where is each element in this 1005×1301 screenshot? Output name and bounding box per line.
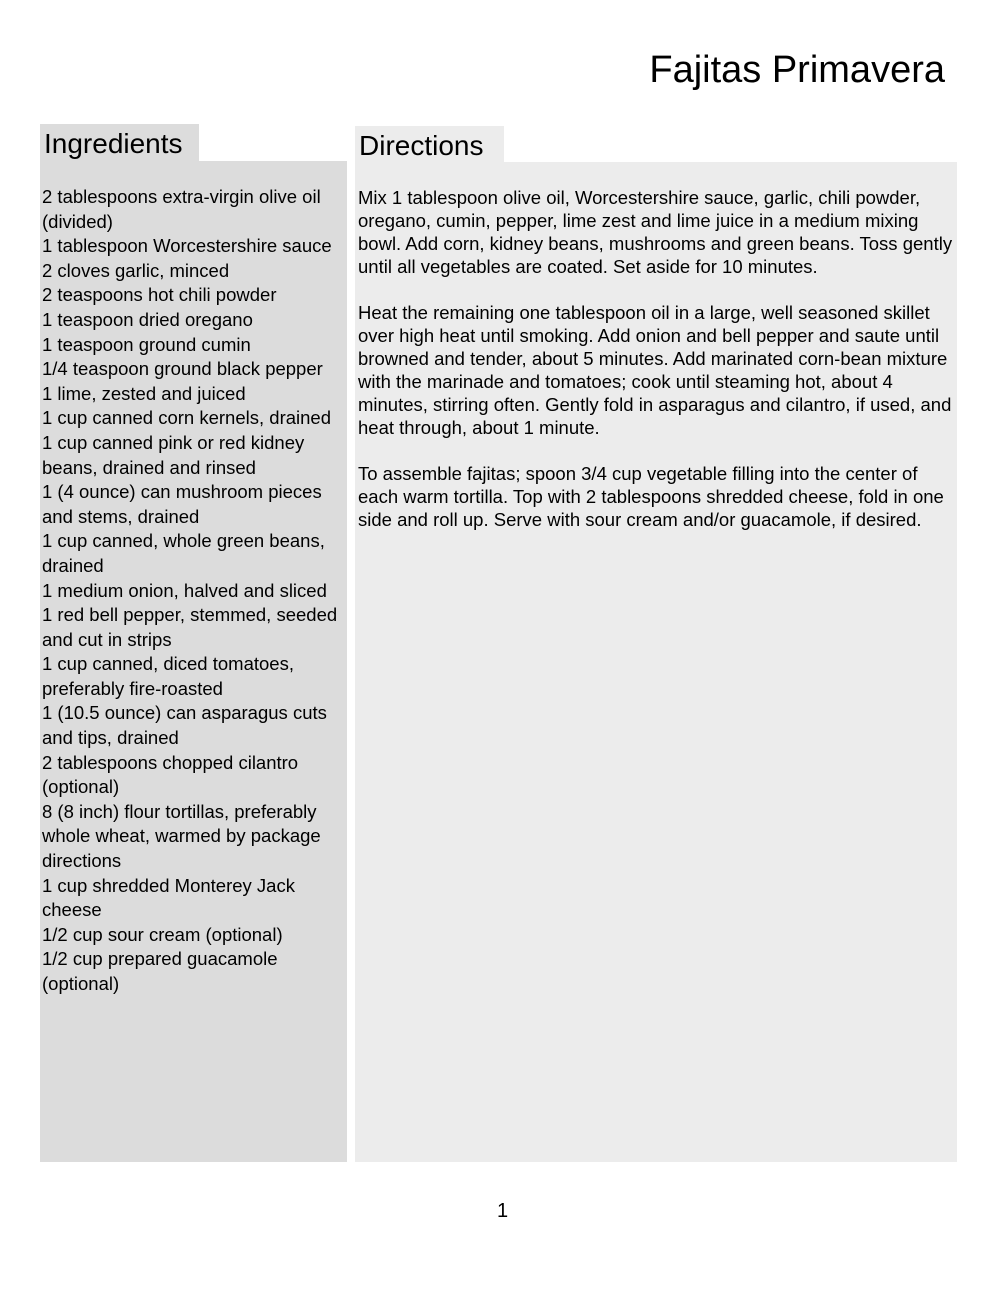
ingredient-item: 2 tablespoons chopped cilantro (optional) [42,751,299,798]
ingredient-item: 1 medium onion, halved and sliced [42,579,327,601]
ingredient-item: 1 (4 ounce) can mushroom pieces and stems, drained [42,481,322,527]
direction-paragraph: Heat the remaining one tablespoon oil in a large, well seasoned skillet over high heat until smoking. Add onion and bell pepper and saute until browned and tender, about 5 minutes. Add marinated corn-bean mixture with the marinade and tomatoes; cook until steaming hot, about 4 minutes, stirring often. Gently fold in asparagus and cilantro, if used, and heat through, about 1 minute. [358,302,952,438]
ingredient-item: 1 teaspoon ground cumin [42,333,251,355]
ingredient-item: 1 red bell pepper, stemmed, seeded and cut in strips [42,604,338,650]
ingredients-heading: Ingredients [40,124,199,161]
ingredient-item: 1 cup canned pink or red kidney beans, drained and rinsed [42,431,305,478]
ingredient-item: 1 lime, zested and juiced [42,382,246,404]
directions-body [358,186,955,554]
ingredient-item: 1 teaspoon dried oregano [42,308,253,330]
ingredients-list [42,185,345,997]
ingredient-item: 1 (10.5 ounce) can asparagus cuts and tips, drained [42,702,327,749]
direction-paragraph: Mix 1 tablespoon olive oil, Worcestershire sauce, garlic, chili powder, oregano, cumin, pepper, lime zest and lime juice in a medium mixing bowl. Add corn, kidney beans, mushrooms and green beans. Toss gently until all vegetables are coated. Set aside for 10 minutes. [358,187,953,277]
ingredient-item: 1 cup canned, diced tomatoes, preferably fire-roasted [42,653,294,699]
recipe-title: Fajitas Primavera [649,49,945,91]
ingredient-item: 2 teaspoons hot chili powder [42,284,277,306]
ingredient-item: 8 (8 inch) flour tortillas, preferably whole wheat, warmed by package directions [42,800,321,872]
ingredient-item: 2 tablespoons extra-virgin olive oil (divided) [42,186,321,232]
directions-heading: Directions [355,126,504,162]
ingredient-item: 2 cloves garlic, minced [42,259,230,281]
ingredient-item: 1 cup canned corn kernels, drained [42,407,331,429]
ingredients-panel [40,161,347,1162]
ingredient-item: 1 cup shredded Monterey Jack cheese [42,874,295,921]
directions-panel [355,162,957,1162]
ingredient-item: 1 cup canned, whole green beans, drained [42,530,325,576]
page-number: 1 [496,1200,509,1222]
ingredient-item: 1/2 cup sour cream (optional) [42,923,283,945]
ingredient-item: 1/4 teaspoon ground black pepper [42,358,323,380]
ingredient-item: 1/2 cup prepared guacamole (optional) [42,948,278,994]
direction-paragraph: To assemble fajitas; spoon 3/4 cup vegetable filling into the center of each warm tortilla. Top with 2 tablespoons shredded cheese, fold in one side and roll up. Serve with sour cream and/or guacamole, if desired. [358,463,944,530]
ingredient-item: 1 tablespoon Worcestershire sauce [42,235,332,257]
